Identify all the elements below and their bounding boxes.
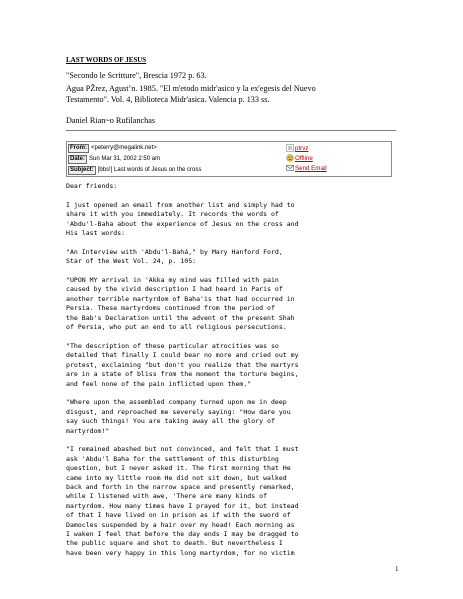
body-line: martyrdom!" (66, 426, 110, 435)
body-line: disgust, and reproached me severely saying: "How dare you (66, 407, 291, 416)
profile-link-label[interactable]: ptrvz (295, 145, 309, 152)
body-line: protest, exclaiming "but don't you realize that the martyrs (66, 360, 299, 369)
section-divider (66, 130, 396, 131)
body-line: detailed that finally I could bear no more and cried out my (66, 351, 299, 360)
author-name: Daniel Rian~o Rufilanchas (66, 116, 156, 125)
body-line: are in a state of bliss from the moment the torture begins, (66, 370, 299, 379)
profile-icon (286, 144, 294, 152)
body-line: Damocles suspended by a hair over my head! Each morning as (66, 520, 295, 529)
citation-line-3: Testamento". Vol. 4, Biblioteca Midr'asica. Valencia p. 133 ss. (66, 95, 270, 104)
body-line: came into my little room He did not sit down, but walked (66, 473, 287, 482)
body-line: of that I have lived on in prison as if with the sword of (66, 511, 291, 520)
date-value: Sun Mar 31, 2002 2:50 am (89, 156, 161, 162)
body-line: the Bab's Declaration until the advent of the present Shah (66, 313, 295, 322)
sender-actions (286, 144, 327, 174)
body-line: 'Abdu'l-Baha about the experience of Jesus on the cross and (66, 219, 299, 228)
subject-value: [bbs!] Last words of Jesus on the cross (97, 167, 202, 173)
body-line: Dear friends: (66, 182, 118, 190)
date-row (68, 155, 160, 164)
citation-line-1: "Secondo le Scritture", Brescia 1972 p. 63. (66, 71, 207, 80)
body-line: and feel none of the pain inflicted upon them." (66, 379, 252, 388)
body-line: His last words: (66, 229, 126, 238)
body-line: of Persia, who put an end to all religious persecutions. (66, 323, 287, 332)
online-status[interactable] (286, 154, 327, 164)
email-header-box (66, 141, 392, 177)
send-email-link[interactable] (286, 164, 327, 174)
email-body-text (66, 182, 411, 558)
offline-status-label[interactable]: Offline (295, 155, 313, 162)
body-line: back and forth in the narrow space and presently remarked, (66, 483, 295, 491)
body-line: "Where upon the assembled company turned upon me in deep (66, 398, 287, 407)
body-line: "UPON MY arrival in 'Akka my mind was filled with pain (66, 276, 279, 285)
from-label: From: (70, 145, 87, 151)
body-line: Persia. These martyrdoms continued from the period of (66, 304, 275, 313)
body-line: ask 'Abdu'l Baha for the settlement of this disturbing (66, 454, 279, 463)
body-line: I waken I feel that before the day ends I may be dragged to (66, 530, 299, 539)
body-line: question, but I never asked it. The first morning that He (66, 464, 291, 473)
body-line: say such things! You are taking away all the glory of (66, 417, 275, 426)
page-number: 1 (395, 565, 399, 573)
document-title: LAST WORDS OF JESUS (66, 56, 147, 64)
from-row (68, 144, 157, 153)
body-line: while I listened with awe, 'There are many kinds of (66, 492, 268, 501)
envelope-icon (286, 164, 294, 172)
body-line: have been very happy in this long martyrdom, for no victim (66, 548, 295, 557)
body-line: Star of the West Vol. 24, p. 105: (66, 257, 197, 266)
body-line: martyrdom. How many times have I prayed for it, but instead (66, 501, 299, 510)
send-email-label[interactable]: Send Email (295, 165, 327, 172)
citation-line-2: Agua PŽrez, Agust’n. 1985. "El m'etodo midr'asico y la ex'egesis del Nuevo (66, 84, 316, 93)
date-label: Date: (70, 156, 86, 162)
subject-label: Subject: (70, 167, 94, 173)
profile-link[interactable] (286, 144, 327, 154)
body-line: "The description of these particular atrocities was so (66, 341, 279, 350)
body-line: caused by the vivid description I had heard in Paris of (66, 285, 283, 294)
body-line: share it with you immediately. It records the words of (66, 210, 279, 219)
body-line: I just opened an email from another list and simply had to (66, 200, 295, 209)
offline-status-icon (286, 154, 294, 162)
body-line: the public square and shot to death. But nevertheless I (66, 539, 283, 548)
body-line: "An Interview with 'Abdu'l-Bahá," by Mary Hanford Ford, (66, 247, 283, 256)
body-line: "I remained abashed but not convinced, and felt that I must (66, 445, 299, 454)
body-line: another terrible martyrdom of Baha'is that had occurred in (66, 294, 295, 303)
from-value[interactable]: <peterry@megalink.net> (91, 145, 157, 151)
subject-row (68, 166, 201, 175)
